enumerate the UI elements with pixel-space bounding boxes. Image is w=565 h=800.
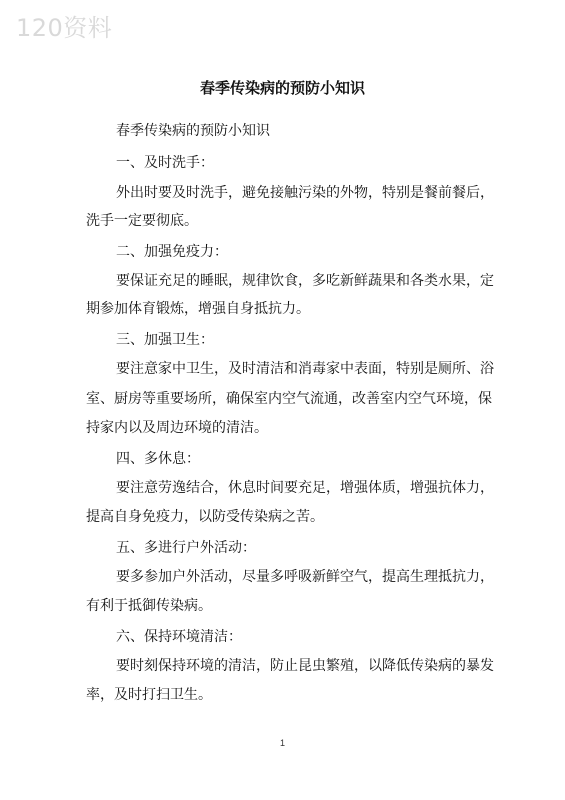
paragraph-line: 率，及时打扫卫生。 [86,687,212,703]
page-number: 1 [279,738,285,748]
section-heading-6: 六、保持环境清洁： [116,629,242,645]
section-heading-4: 四、多休息： [116,451,200,467]
section-heading-3: 三、加强卫生： [116,332,214,348]
watermark-logo: 120资料 [16,14,113,42]
paragraph-line: 期参加体育锻炼，增强自身抵抗力。 [86,301,310,317]
paragraph-line: 要保证充足的睡眠，规律饮食，多吃新鲜蔬果和各类水果，定 [116,273,494,289]
section-heading-1: 一、及时洗手： [116,155,214,171]
paragraph-line: 室、厨房等重要场所，确保室内空气流通，改善室内空气环境，保 [86,391,492,407]
section-heading-2: 二、加强免疫力： [116,244,228,260]
section-heading-5: 五、多进行户外活动： [116,540,256,556]
paragraph-line: 要注意劳逸结合，休息时间要充足，增强体质，增强抗体力， [116,480,494,496]
paragraph-line: 要多参加户外活动，尽量多呼吸新鲜空气，提高生理抵抗力， [116,569,494,585]
paragraph-line: 要注意家中卫生，及时清洁和消毒家中表面，特别是厕所、浴 [116,361,494,377]
paragraph-line: 提高自身免疫力，以防受传染病之苦。 [86,509,324,525]
paragraph-line: 有利于抵御传染病。 [86,598,212,614]
paragraph-line: 持家内以及周边环境的清洁。 [86,420,268,436]
paragraph-line: 洗手一定要彻底。 [86,213,198,229]
subtitle-line: 春季传染病的预防小知识 [116,123,270,139]
paragraph-line: 外出时要及时洗手，避免接触污染的外物，特别是餐前餐后， [116,185,494,201]
page-title: 春季传染病的预防小知识 [199,79,365,97]
paragraph-line: 要时刻保持环境的清洁，防止昆虫繁殖，以降低传染病的暴发 [116,658,494,674]
